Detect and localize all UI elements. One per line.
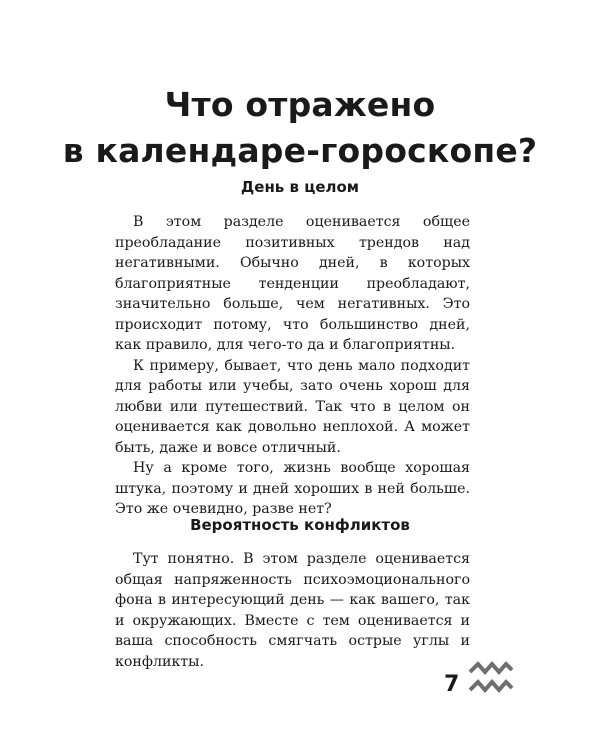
section-heading-conflict-probability: Вероятность конфликтов (190, 516, 410, 534)
paragraph: К примеру, бывает, что день мало подходит для работы или учебы, зато очень хорош для любви или путешествий. Так что в целом он оценивается как довольно неплохой. А может быть, даже и вовсе отличный. (115, 357, 470, 456)
paragraph: Тут понятно. В этом разделе оценивается общая напряженность психоэмоционального фона в интересующий день — как вашего, так и окружающих. Вместе с тем оценивается и ваша способность смягчать острые углы и конфликты. (115, 551, 470, 670)
section-body-conflict-probability (115, 549, 470, 672)
wave-line-bottom (470, 682, 512, 690)
page-title (0, 82, 600, 174)
paragraph: Ну а кроме того, жизнь вообще хорошая штука, поэтому и дней хороших в ней больше. Это же очевидно, разве нет? (115, 460, 470, 517)
paragraph: В этом разделе оценивается общее преобладание позитивных трендов над негативными. Обычно дней, в которых благоприятные тенденции преобладают, значительно больше, чем негативных. Это происходит потому, что большинство дней, как правило, для чего-то да и благоприятны. (115, 214, 470, 353)
section-heading-day-overall: День в целом (240, 178, 360, 196)
wave-line-top (470, 664, 512, 672)
page-number: 7 (444, 672, 460, 697)
page-title-line-1: Что отражено (164, 85, 436, 124)
section-body-day-overall (115, 212, 470, 520)
page-title-line-2: в календаре-гороскопе? (62, 131, 538, 170)
aquarius-waves-icon (468, 660, 514, 702)
